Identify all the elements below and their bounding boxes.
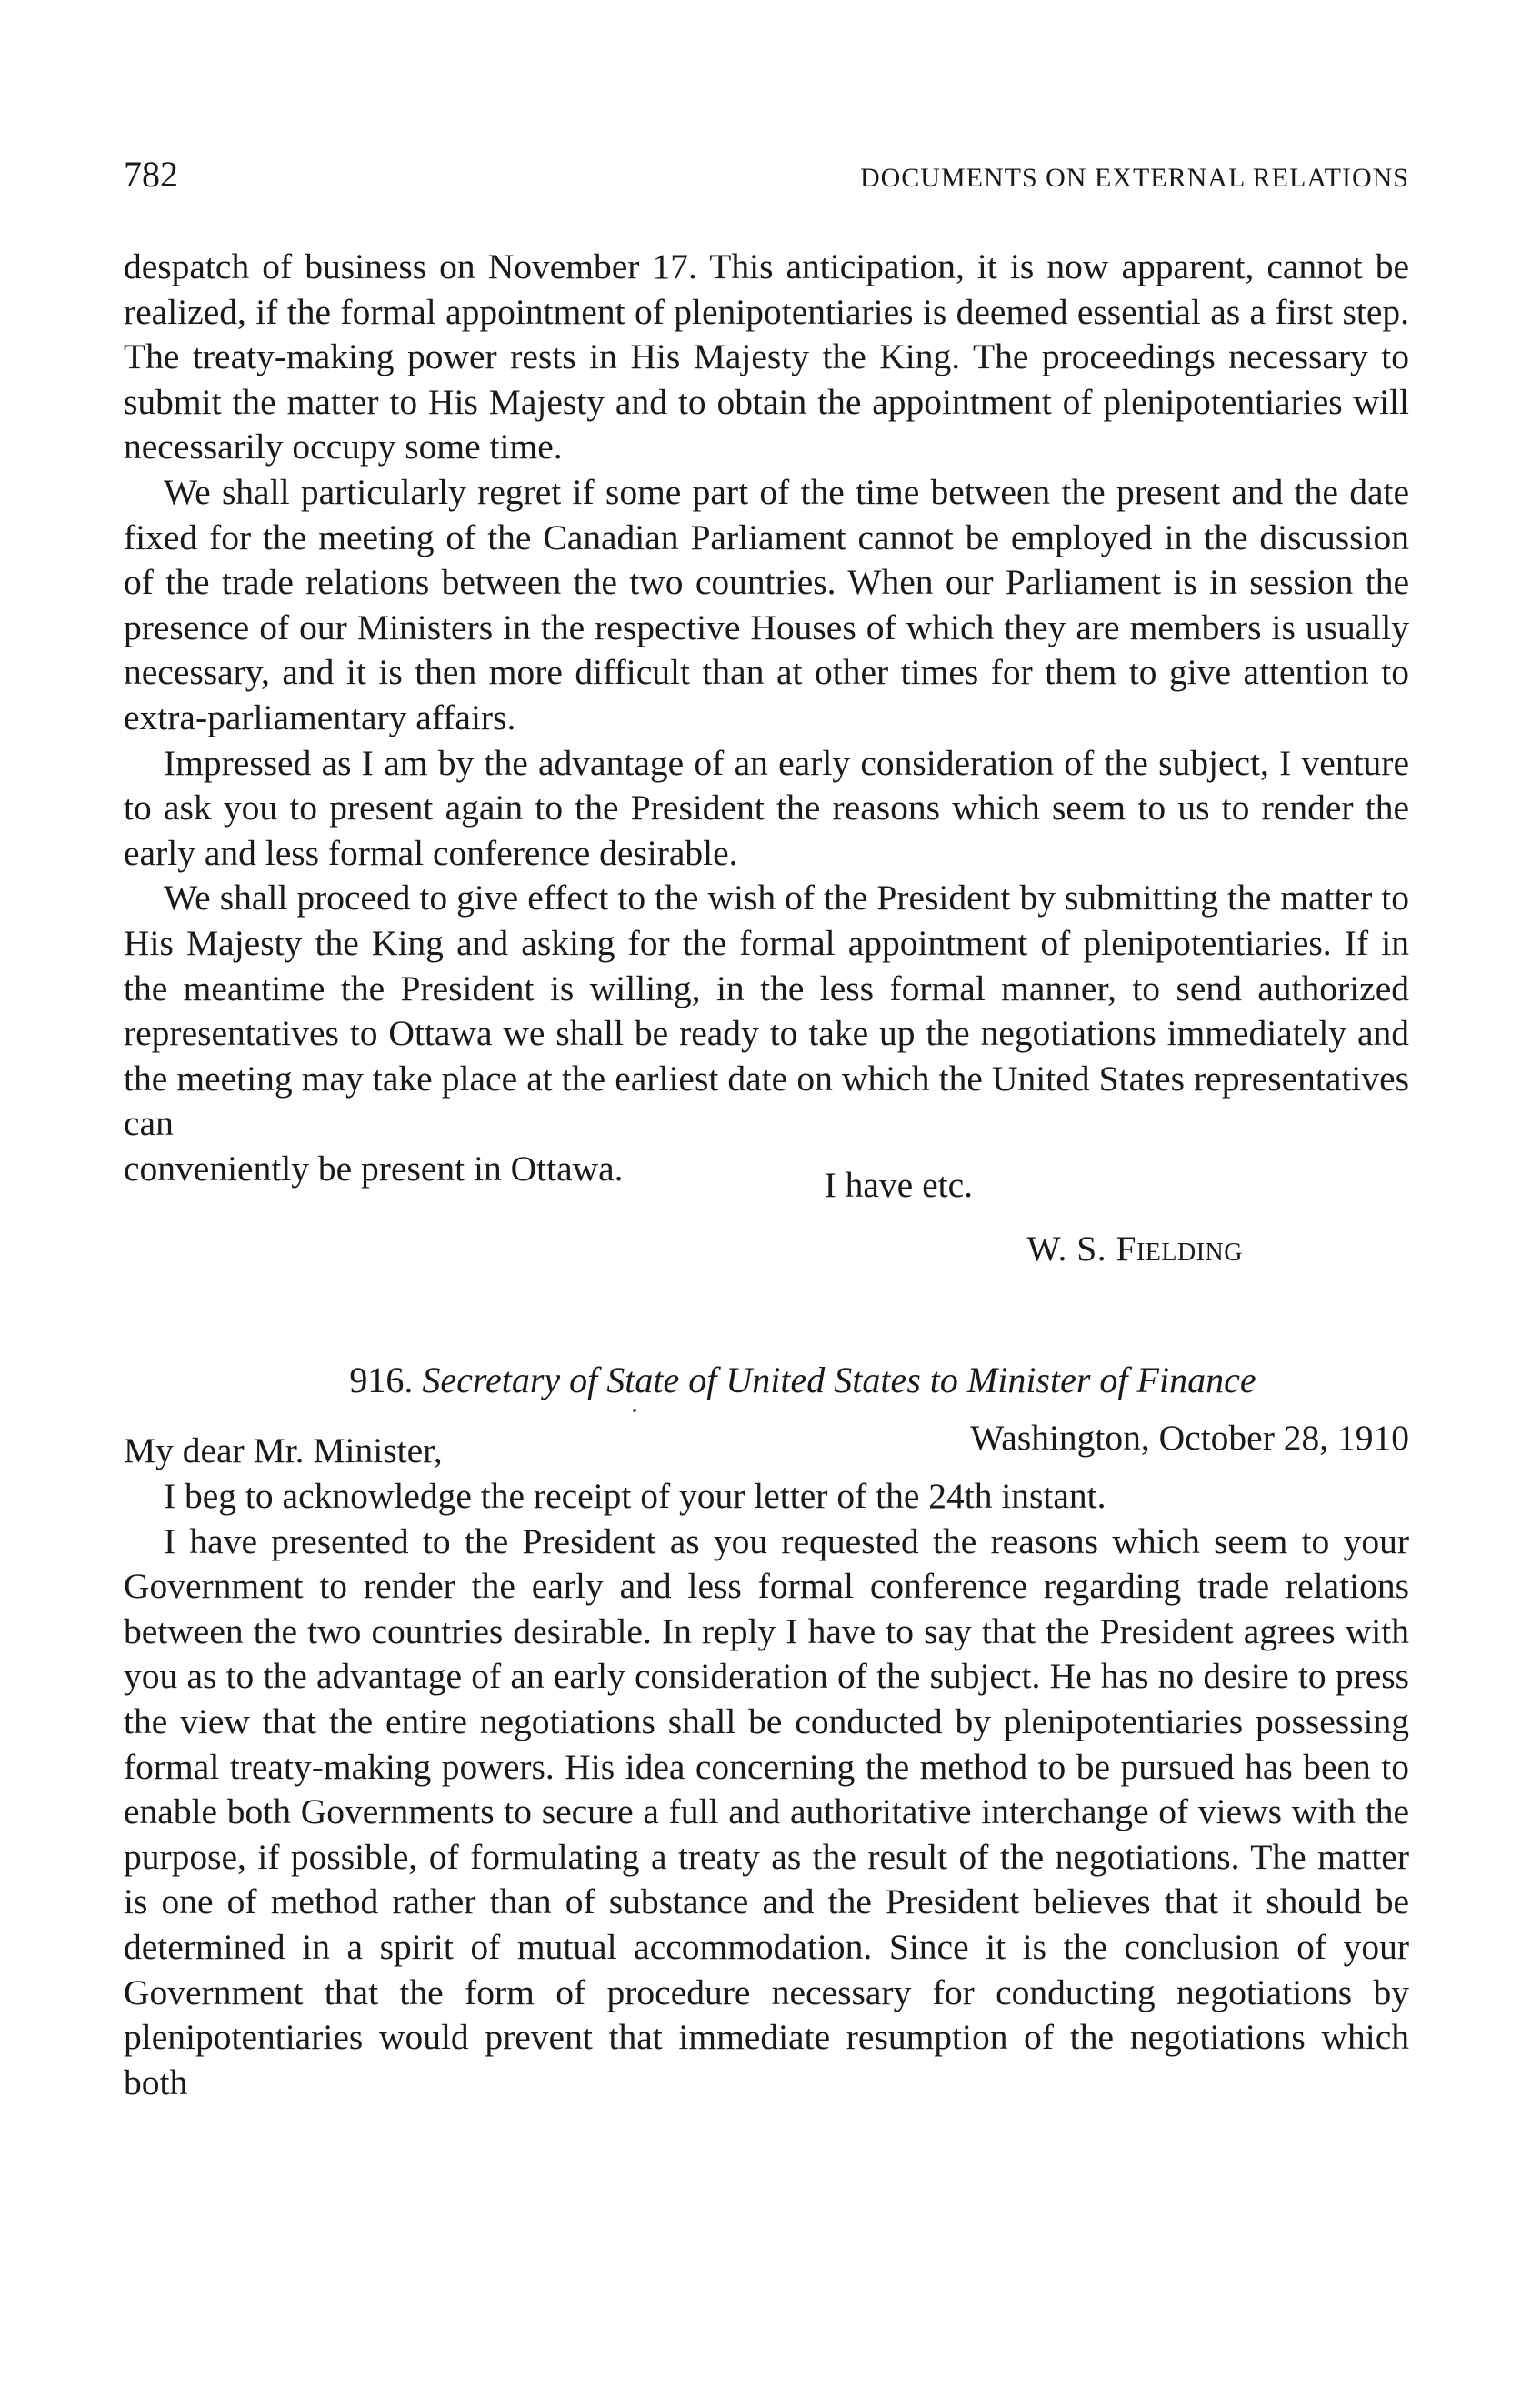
document-title: Secretary of State of United States to Minister of Finance <box>422 1360 1256 1401</box>
paragraph: We shall particularly regret if some part of the time between the present and the date fixed for the meeting of the Canadian Parliament cannot be employed in the discussion of the trade relations between the two countries. When our Parliament is in session the presence of our Ministers in the respective Houses of which they are members is usually necessary, and it is then more difficult than at other times for them to give attention to extra-parliamentary affairs. <box>124 471 1409 737</box>
paragraph: despatch of business on November 17. This anticipation, it is now apparent, cannot be realized, if the formal appointment of plenipotentiaries is deemed essential as a first step. The treaty-making power rests in His Majesty the King. The proceedings necessary to submit the matter to His Majesty and to obtain the appointment of plenipotentiaries will necessarily occupy some time. <box>124 246 1409 467</box>
running-head <box>124 153 1409 196</box>
letter-fielding <box>124 245 1409 1147</box>
closing: I have etc. <box>824 1164 973 1205</box>
salutation-row <box>124 1418 1409 1474</box>
page-number: 782 <box>124 154 178 195</box>
paragraph: We shall proceed to give effect to the wish of the President by submitting the matter to His Majesty the King and asking for the formal appointment of plenipotentiaries. If in the meantime the President is willing, in the less formal manner, to send authorized representatives to Ottawa we shall be ready to take up the negotiations immediately and the meeting may take place at the earliest date on which the United States representatives can <box>124 878 1409 1144</box>
paragraph-last-line: conveniently be present in Ottawa. <box>124 1148 624 1189</box>
closing-row <box>124 1147 1409 1209</box>
running-title: DOCUMENTS ON EXTERNAL RELATIONS <box>859 163 1409 193</box>
letter-knox <box>124 1474 1409 2105</box>
paragraph: I beg to acknowledge the receipt of your letter of the 24th instant. <box>164 1476 1106 1517</box>
paragraph: I have presented to the President as you requested the reasons which seem to your Government to render the early and less formal conference regarding trade relations between the two countries desirable. In reply I have to say that the President agrees with you as to the advantage of an early consideration of the subject. He has no desire to press the view that the entire negotiations shall be conducted by plenipotentiaries possessing formal treaty-making powers. His idea concerning the method to be pursued has been to enable both Governments to secure a full and authoritative interchange of views with the purpose, if possible, of formulating a treaty as the result of the negotiations. The matter is one of method rather than of substance and the President believes that it should be determined in a spirit of mutual accommodation. Since it is the conclusion of your Government that the form of procedure necessary for conducting negotiations by plenipotentiaries would prevent that immediate resumption of the negotiations which both <box>124 1520 1409 2102</box>
salutation: My dear Mr. Minister, <box>124 1430 443 1471</box>
document-number: 916. <box>349 1360 414 1401</box>
document-heading <box>196 1359 1409 1401</box>
document-page <box>124 153 1409 2105</box>
place-date: Washington, October 28, 1910 <box>970 1418 1409 1459</box>
signature: W. S. Fielding <box>1026 1229 1243 1269</box>
paragraph: Impressed as I am by the advantage of an early consideration of the subject, I venture to ask you to present again to the President the reasons which seem to us to render the early and less formal conference desirable. <box>124 742 1409 873</box>
